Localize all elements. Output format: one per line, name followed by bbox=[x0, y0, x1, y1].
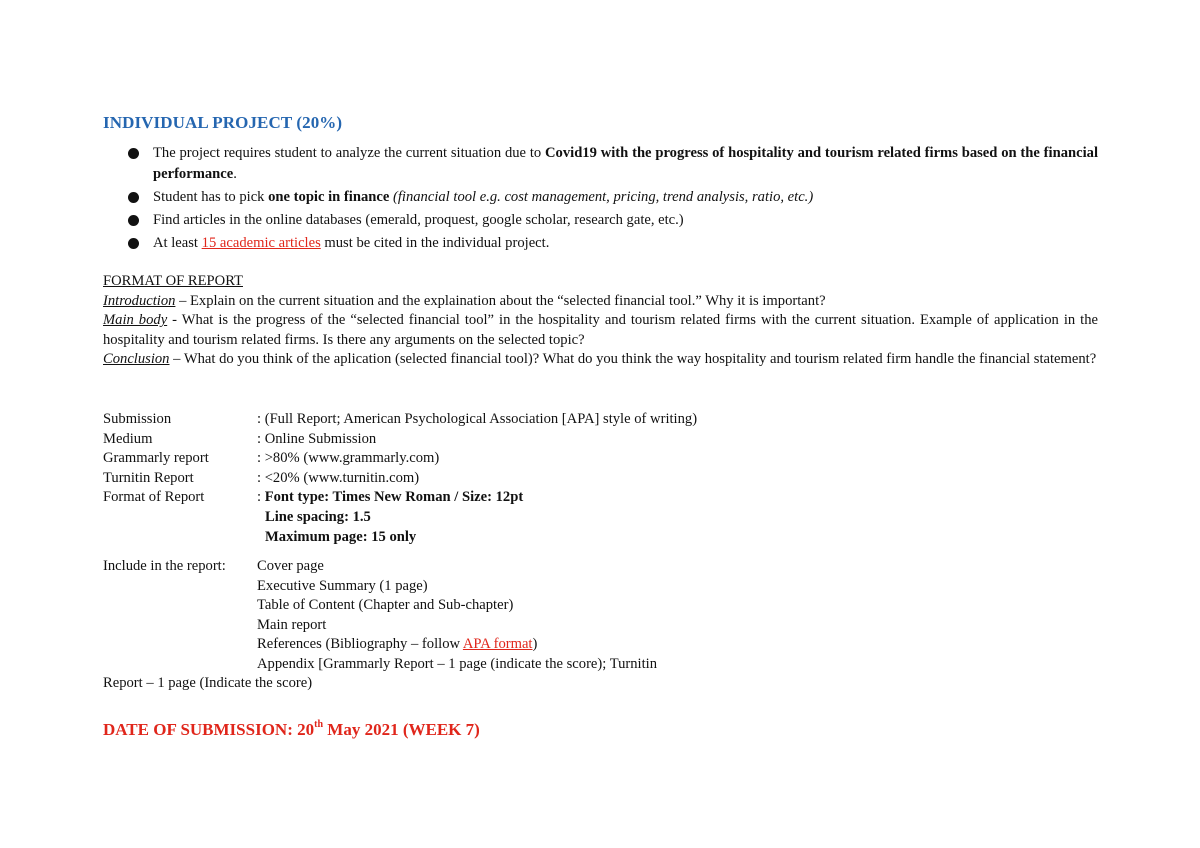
font-type-value: Font type: Times New Roman / Size: 12pt bbox=[264, 489, 524, 505]
line-spacing-value: Line spacing: 1.5 bbox=[265, 509, 371, 525]
list-item bbox=[128, 233, 1098, 254]
references-text: ) bbox=[532, 636, 538, 652]
submission-date bbox=[103, 719, 480, 740]
bullet-bold-text: Covid19 with the progress of hospitality and tourism related firms based on the financial performance bbox=[153, 145, 1098, 182]
bullet-text: . bbox=[233, 166, 237, 182]
appendix-item-continued: Report – 1 page (Indicate the score) bbox=[103, 675, 313, 691]
format-heading: FORMAT OF REPORT bbox=[103, 273, 243, 289]
max-page-value: Maximum page: 15 only bbox=[265, 529, 417, 545]
format-value bbox=[257, 488, 523, 508]
introduction-label: Introduction bbox=[103, 292, 176, 309]
bullet-icon bbox=[128, 192, 139, 203]
submission-value: : (Full Report; American Psychological Association [APA] style of writing) bbox=[257, 411, 698, 427]
list-item bbox=[128, 187, 1098, 208]
format-section bbox=[103, 272, 1098, 370]
apa-format-link[interactable]: APA format bbox=[462, 636, 533, 652]
date-text: May 2021 (WEEK 7) bbox=[323, 720, 480, 739]
grammarly-label: Grammarly report bbox=[103, 450, 209, 466]
bullet-icon bbox=[128, 215, 139, 226]
grammarly-value: : >80% (www.grammarly.com) bbox=[257, 450, 440, 466]
turnitin-value: : <20% (www.turnitin.com) bbox=[257, 470, 420, 486]
date-text: DATE OF SUBMISSION: 20 bbox=[103, 720, 315, 739]
date-superscript: th bbox=[314, 719, 324, 730]
format-label: Format of Report bbox=[103, 489, 205, 505]
bullet-icon bbox=[128, 238, 139, 249]
include-item: Main report bbox=[257, 617, 327, 633]
main-body-label: Main body bbox=[103, 312, 168, 329]
main-body-paragraph bbox=[103, 311, 1098, 350]
page-title: INDIVIDUAL PROJECT (20%) bbox=[103, 113, 343, 132]
bullet-text: must be cited in the individual project. bbox=[320, 235, 550, 251]
bullet-text: At least bbox=[153, 235, 202, 251]
requirements-list bbox=[128, 143, 1098, 256]
include-item: Executive Summary (1 page) bbox=[257, 578, 428, 594]
bullet-bold-text: one topic in finance bbox=[268, 189, 390, 205]
list-item bbox=[128, 143, 1098, 185]
conclusion-label: Conclusion bbox=[103, 351, 170, 368]
bullet-italic-text: (financial tool e.g. cost management, pricing, trend analysis, ratio, etc.) bbox=[389, 189, 814, 205]
medium-label: Medium bbox=[103, 431, 153, 447]
bullet-icon bbox=[128, 148, 139, 159]
introduction-text: – Explain on the current situation and the explaination about the “selected financial tool.” Why it is important? bbox=[175, 292, 826, 309]
bullet-text: The project requires student to analyze the current situation due to bbox=[153, 145, 545, 161]
references-item bbox=[257, 635, 537, 655]
references-text: References (Bibliography – follow bbox=[257, 636, 463, 652]
conclusion-text: – What do you think of the aplication (selected financial tool)? What do you think the way hospitality and tourism related firm handle the financial statement? bbox=[169, 351, 1097, 368]
submission-label: Submission bbox=[103, 411, 172, 427]
conclusion-paragraph bbox=[103, 350, 1098, 370]
main-body-text: - What is the progress of the “selected financial tool” in the hospitality and tourism related firms with the current situation. Example of application in the hospitality and tourism related firms. Is there any arguments on the selected topic? bbox=[103, 312, 1098, 348]
include-label: Include in the report: bbox=[103, 558, 226, 574]
bullet-text: Student has to pick bbox=[153, 189, 269, 205]
turnitin-label: Turnitin Report bbox=[103, 470, 194, 486]
bullet-text: Find articles in the online databases (emerald, proquest, google scholar, research gate, etc.) bbox=[153, 212, 684, 228]
list-item bbox=[128, 210, 1098, 231]
include-item: Cover page bbox=[257, 558, 324, 574]
academic-articles-link[interactable]: 15 academic articles bbox=[201, 235, 321, 251]
format-colon: : bbox=[257, 489, 265, 505]
include-item: Table of Content (Chapter and Sub-chapter) bbox=[257, 597, 514, 613]
introduction-paragraph bbox=[103, 292, 1098, 312]
medium-value: : Online Submission bbox=[257, 431, 377, 447]
appendix-item: Appendix [Grammarly Report – 1 page (indicate the score); Turnitin bbox=[257, 656, 658, 672]
